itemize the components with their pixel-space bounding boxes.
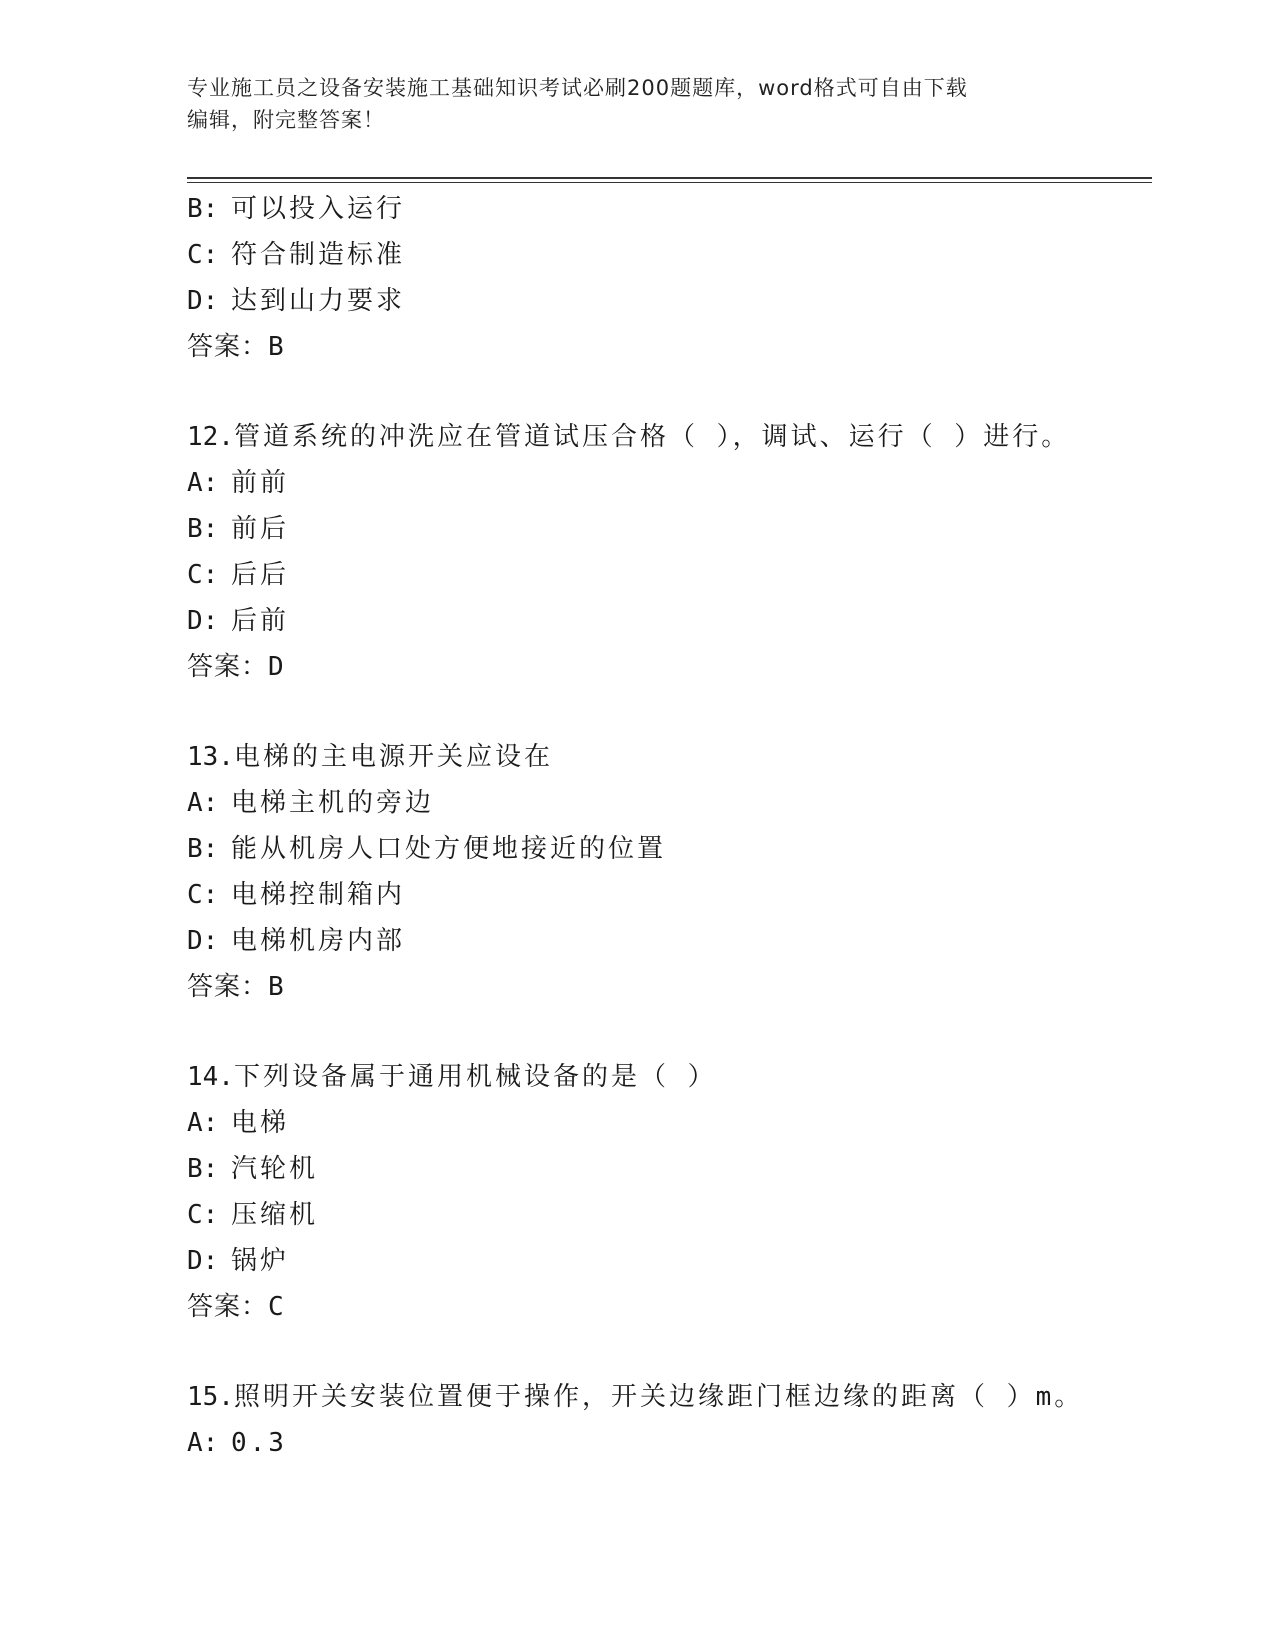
- question-stem: [187, 735, 1147, 781]
- answer-label: 答案：: [187, 972, 269, 1003]
- option-text: 电梯主机的旁边: [231, 788, 435, 819]
- option-label: D:: [187, 285, 219, 316]
- option-label: C:: [187, 879, 219, 910]
- option-d: [187, 279, 1147, 325]
- option-text: 能从机房人口处方便地接近的位置: [231, 833, 667, 864]
- question-list: [187, 187, 1147, 1467]
- header-line-1: 专业施工员之设备安装施工基础知识考试必刷200题题库，word格式可自由下载: [187, 76, 968, 100]
- question-12: [187, 415, 1147, 690]
- option-text: 0.3: [231, 1428, 287, 1459]
- answer-line: [187, 324, 1147, 370]
- option-label: B:: [187, 1153, 219, 1184]
- question-stem: [187, 415, 1147, 461]
- answer-line: [187, 644, 1147, 690]
- option-text: 电梯: [231, 1108, 290, 1139]
- option-c: [187, 1193, 1147, 1239]
- option-text: 后后: [231, 559, 290, 590]
- option-text: 压缩机: [231, 1199, 319, 1230]
- option-text: 符合制造标准: [231, 239, 406, 270]
- option-text: 可以投入运行: [231, 194, 406, 224]
- answer-value: B: [268, 972, 285, 1003]
- header-divider-thin: [187, 182, 1152, 183]
- question-number: 14.: [187, 1062, 234, 1093]
- question-14: [187, 1055, 1147, 1330]
- option-a: [187, 1421, 1147, 1467]
- option-c: [187, 233, 1147, 279]
- question-11-tail: [187, 187, 1147, 370]
- option-label: D:: [187, 605, 219, 636]
- document-header: [187, 72, 1067, 136]
- option-text: 汽轮机: [231, 1153, 319, 1184]
- option-text: 电梯控制箱内: [231, 879, 406, 910]
- question-stem: [187, 1375, 1147, 1421]
- option-label: D:: [187, 925, 219, 956]
- option-label: D:: [187, 1245, 219, 1276]
- question-number: 15.: [187, 1382, 234, 1413]
- option-label: A:: [187, 1108, 219, 1139]
- answer-label: 答案：: [187, 1292, 269, 1323]
- option-label: C:: [187, 1199, 219, 1230]
- option-b: [187, 187, 1147, 233]
- option-a: [187, 781, 1147, 827]
- option-label: B:: [187, 833, 219, 864]
- option-label: B:: [187, 513, 219, 544]
- option-text: 电梯机房内部: [231, 925, 406, 956]
- option-text: 达到山力要求: [231, 285, 406, 316]
- question-13: [187, 735, 1147, 1010]
- header-divider-thick: [187, 177, 1152, 179]
- header-line-2: 编辑，附完整答案！: [187, 108, 385, 132]
- option-c: [187, 873, 1147, 919]
- option-b: [187, 827, 1147, 873]
- option-label: A:: [187, 1428, 219, 1459]
- option-text: 锅炉: [231, 1245, 290, 1276]
- option-label: B:: [187, 194, 219, 224]
- option-a: [187, 1101, 1147, 1147]
- option-text: 前后: [231, 513, 290, 544]
- answer-line: [187, 1284, 1147, 1330]
- option-label: C:: [187, 239, 219, 270]
- option-d: [187, 1239, 1147, 1285]
- answer-value: B: [268, 332, 285, 363]
- option-text: 后前: [231, 605, 290, 636]
- question-15: [187, 1375, 1147, 1467]
- question-text: 下列设备属于通用机械设备的是（ ）: [233, 1062, 717, 1093]
- option-label: C:: [187, 559, 219, 590]
- question-text: 管道系统的冲洗应在管道试压合格（ ），调试、运行（ ）进行。: [233, 422, 1071, 453]
- option-label: A:: [187, 468, 219, 499]
- question-number: 12.: [187, 422, 234, 453]
- option-b: [187, 1147, 1147, 1193]
- option-a: [187, 461, 1147, 507]
- question-stem: [187, 1055, 1147, 1101]
- answer-value: D: [268, 652, 285, 683]
- answer-value: C: [268, 1292, 285, 1323]
- question-number: 13.: [187, 742, 234, 773]
- question-text: 照明开关安装位置便于操作，开关边缘距门框边缘的距离（ ）m。: [233, 1382, 1084, 1413]
- option-d: [187, 599, 1147, 645]
- question-text: 电梯的主电源开关应设在: [233, 742, 553, 773]
- option-b: [187, 507, 1147, 553]
- option-label: A:: [187, 788, 219, 819]
- answer-label: 答案：: [187, 332, 269, 363]
- option-d: [187, 919, 1147, 965]
- answer-label: 答案：: [187, 652, 269, 683]
- option-text: 前前: [231, 468, 290, 499]
- answer-line: [187, 964, 1147, 1010]
- option-c: [187, 553, 1147, 599]
